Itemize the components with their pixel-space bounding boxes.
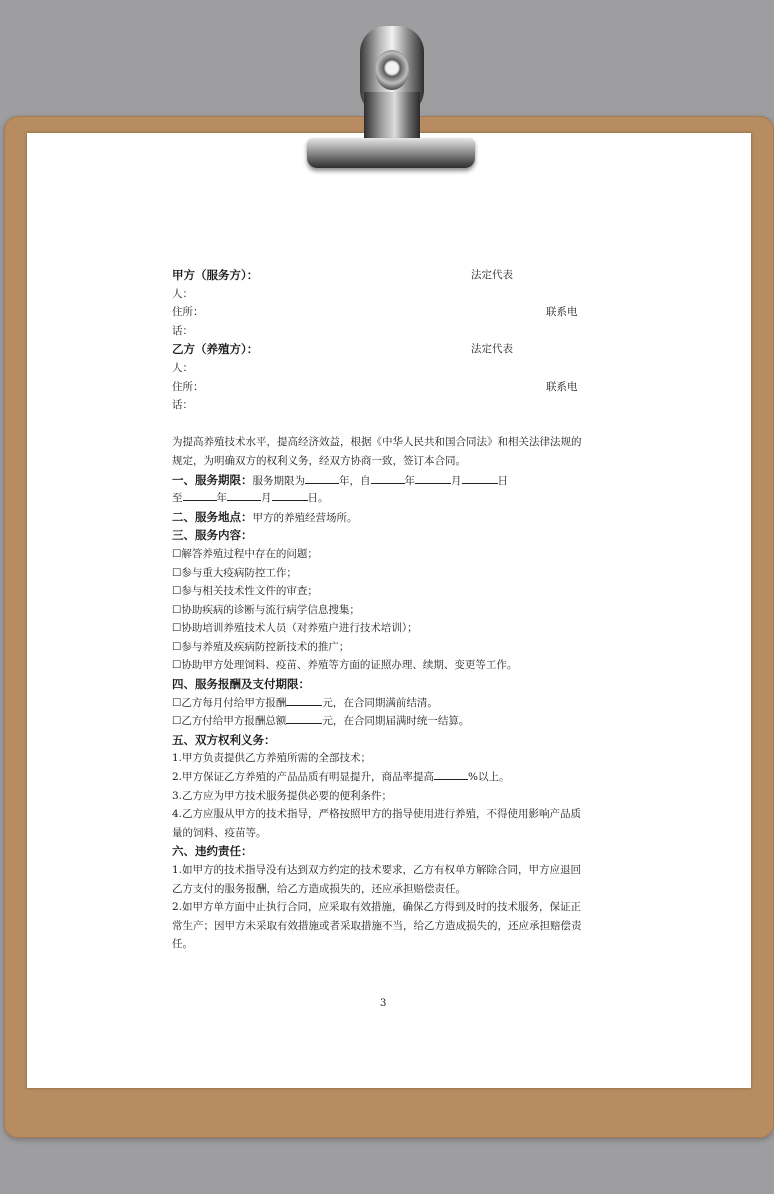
contract-text (172, 266, 604, 954)
liability-item: 1.如甲方的技术指导没有达到双方约定的技术要求，乙方有权单方解除合同，甲方应退回 (172, 864, 582, 876)
blank-end-day (272, 489, 308, 501)
intro-line-2: 规定，为明确双方的权利义务，经双方协商一致，签订本合同。 (172, 454, 466, 467)
service-term-row-2 (172, 489, 604, 508)
page-number: 3 (380, 998, 387, 1009)
blank-start-day (462, 472, 498, 484)
binder-clip-icon (307, 138, 475, 168)
term-text-7: 年 (216, 492, 227, 505)
party-b-label: 乙方（养殖方）： (172, 342, 259, 357)
term-text-2: 年，自 (339, 474, 371, 487)
service-item: ☐参与养殖及疾病防控新技术的推广； (172, 640, 350, 653)
blank-monthly-fee (286, 694, 322, 706)
section-1-title: 一、服务期限： (172, 472, 253, 487)
section-2-title: 二、服务地点： (172, 509, 253, 524)
party-b-rep-cont: 人： (172, 361, 193, 374)
payment-option-2 (172, 712, 604, 731)
liability-item-cont: 常生产；因甲方未采取有效措施或者采取措施不当，给乙方造成损失的，还应承担赔偿责 (172, 919, 582, 932)
service-item: ☐参与重大疫病防控工作； (172, 566, 297, 579)
party-a-tel-label: 联系电 (546, 306, 578, 319)
payment-option-1 (172, 694, 604, 713)
binder-clip-hole (375, 50, 409, 90)
obligation-item: 1.甲方负责提供乙方养殖所需的全部技术； (172, 752, 372, 765)
party-b-rep-label: 法定代表 (471, 343, 513, 356)
obligation-item: 3.乙方应为甲方技术服务提供必要的便利条件； (172, 789, 393, 802)
payment-option-1-suffix: 元，在合同期满前结清。 (322, 696, 438, 709)
blank-end-month (227, 489, 261, 501)
party-a-address-row (172, 303, 604, 322)
section-4-title: 四、服务报酬及支付期限： (172, 677, 310, 692)
payment-option-2-text: ☐乙方付给甲方报酬总额 (172, 715, 287, 728)
blank-end-year (183, 489, 217, 501)
term-text-8: 月 (261, 492, 272, 505)
blank-years (305, 472, 339, 484)
service-item: ☐参与相关技术性文件的审查； (172, 585, 318, 598)
term-text-3: 年 (404, 474, 415, 487)
liability-item-cont: 乙方支付的服务报酬，给乙方造成损失的，还应承担赔偿责任。 (172, 882, 466, 895)
blank-total-fee (286, 712, 322, 724)
term-text-4: 月 (451, 474, 462, 487)
obligation-item: 4.乙方应服从甲方的技术指导，严格按照甲方的指导使用进行养殖，不得使用影响产品质 (172, 808, 582, 821)
section-5-title: 五、双方权利义务： (172, 732, 276, 747)
blank-rate (434, 768, 468, 780)
obligation-2-suffix: %以上。 (468, 771, 510, 784)
service-item: ☐协助培训养殖技术人员（对养殖户进行技术培训）； (172, 622, 418, 635)
service-term-row (172, 471, 604, 490)
service-item: ☐协助疾病的诊断与流行病学信息搜集； (172, 603, 360, 616)
obligation-item-cont: 量的饲料、疫苗等。 (172, 826, 267, 839)
intro-line-1: 为提高养殖技术水平，提高经济效益，根据《中华人民共和国合同法》和相关法律法规的 (172, 436, 582, 449)
payment-option-2-suffix: 元，在合同期届满时统一结算。 (322, 715, 470, 728)
binder-clip-neck (364, 92, 420, 144)
blank-start-month (415, 472, 451, 484)
party-a-address-label: 住所： (172, 306, 204, 319)
liability-item-cont: 任。 (172, 938, 193, 951)
service-location-text: 甲方的养殖经营场所。 (252, 511, 358, 524)
section-6-title: 六、违约责任： (172, 844, 253, 859)
party-a-rep-cont: 人： (172, 287, 193, 300)
party-b-tel-cont: 话： (172, 399, 193, 412)
service-item: ☐解答养殖过程中存在的问题； (172, 547, 318, 560)
party-a-rep-label: 法定代表 (471, 269, 513, 281)
party-b-row (172, 340, 604, 359)
liability-item: 2.如甲方单方面中止执行合同，应采取有效措施，确保乙方得到及时的技术服务，保证正 (172, 901, 582, 914)
term-text-6: 至 (172, 492, 183, 505)
service-item: ☐协助甲方处理饲料、疫苗、养殖等方面的证照办理、续期、变更等工作。 (172, 659, 518, 672)
term-text-1: 服务期限为 (252, 474, 305, 487)
party-b-address-row (172, 378, 604, 397)
obligation-item (172, 768, 604, 787)
blank-start-year (371, 472, 405, 484)
term-text-9: 日。 (307, 492, 329, 505)
payment-option-1-text: ☐乙方每月付给甲方报酬 (172, 696, 287, 709)
section-3-title: 三、服务内容： (172, 528, 253, 543)
service-location-row (172, 508, 604, 527)
party-b-tel-label: 联系电 (546, 380, 578, 393)
obligation-2-text: 2.甲方保证乙方养殖的产品品质有明显提升，商品率提高 (172, 771, 435, 784)
term-text-5: 日 (497, 474, 508, 487)
party-a-row (172, 266, 604, 285)
party-a-tel-cont: 话： (172, 324, 193, 337)
party-a-label: 甲方（服务方）： (172, 268, 259, 282)
party-b-address-label: 住所： (172, 380, 204, 393)
